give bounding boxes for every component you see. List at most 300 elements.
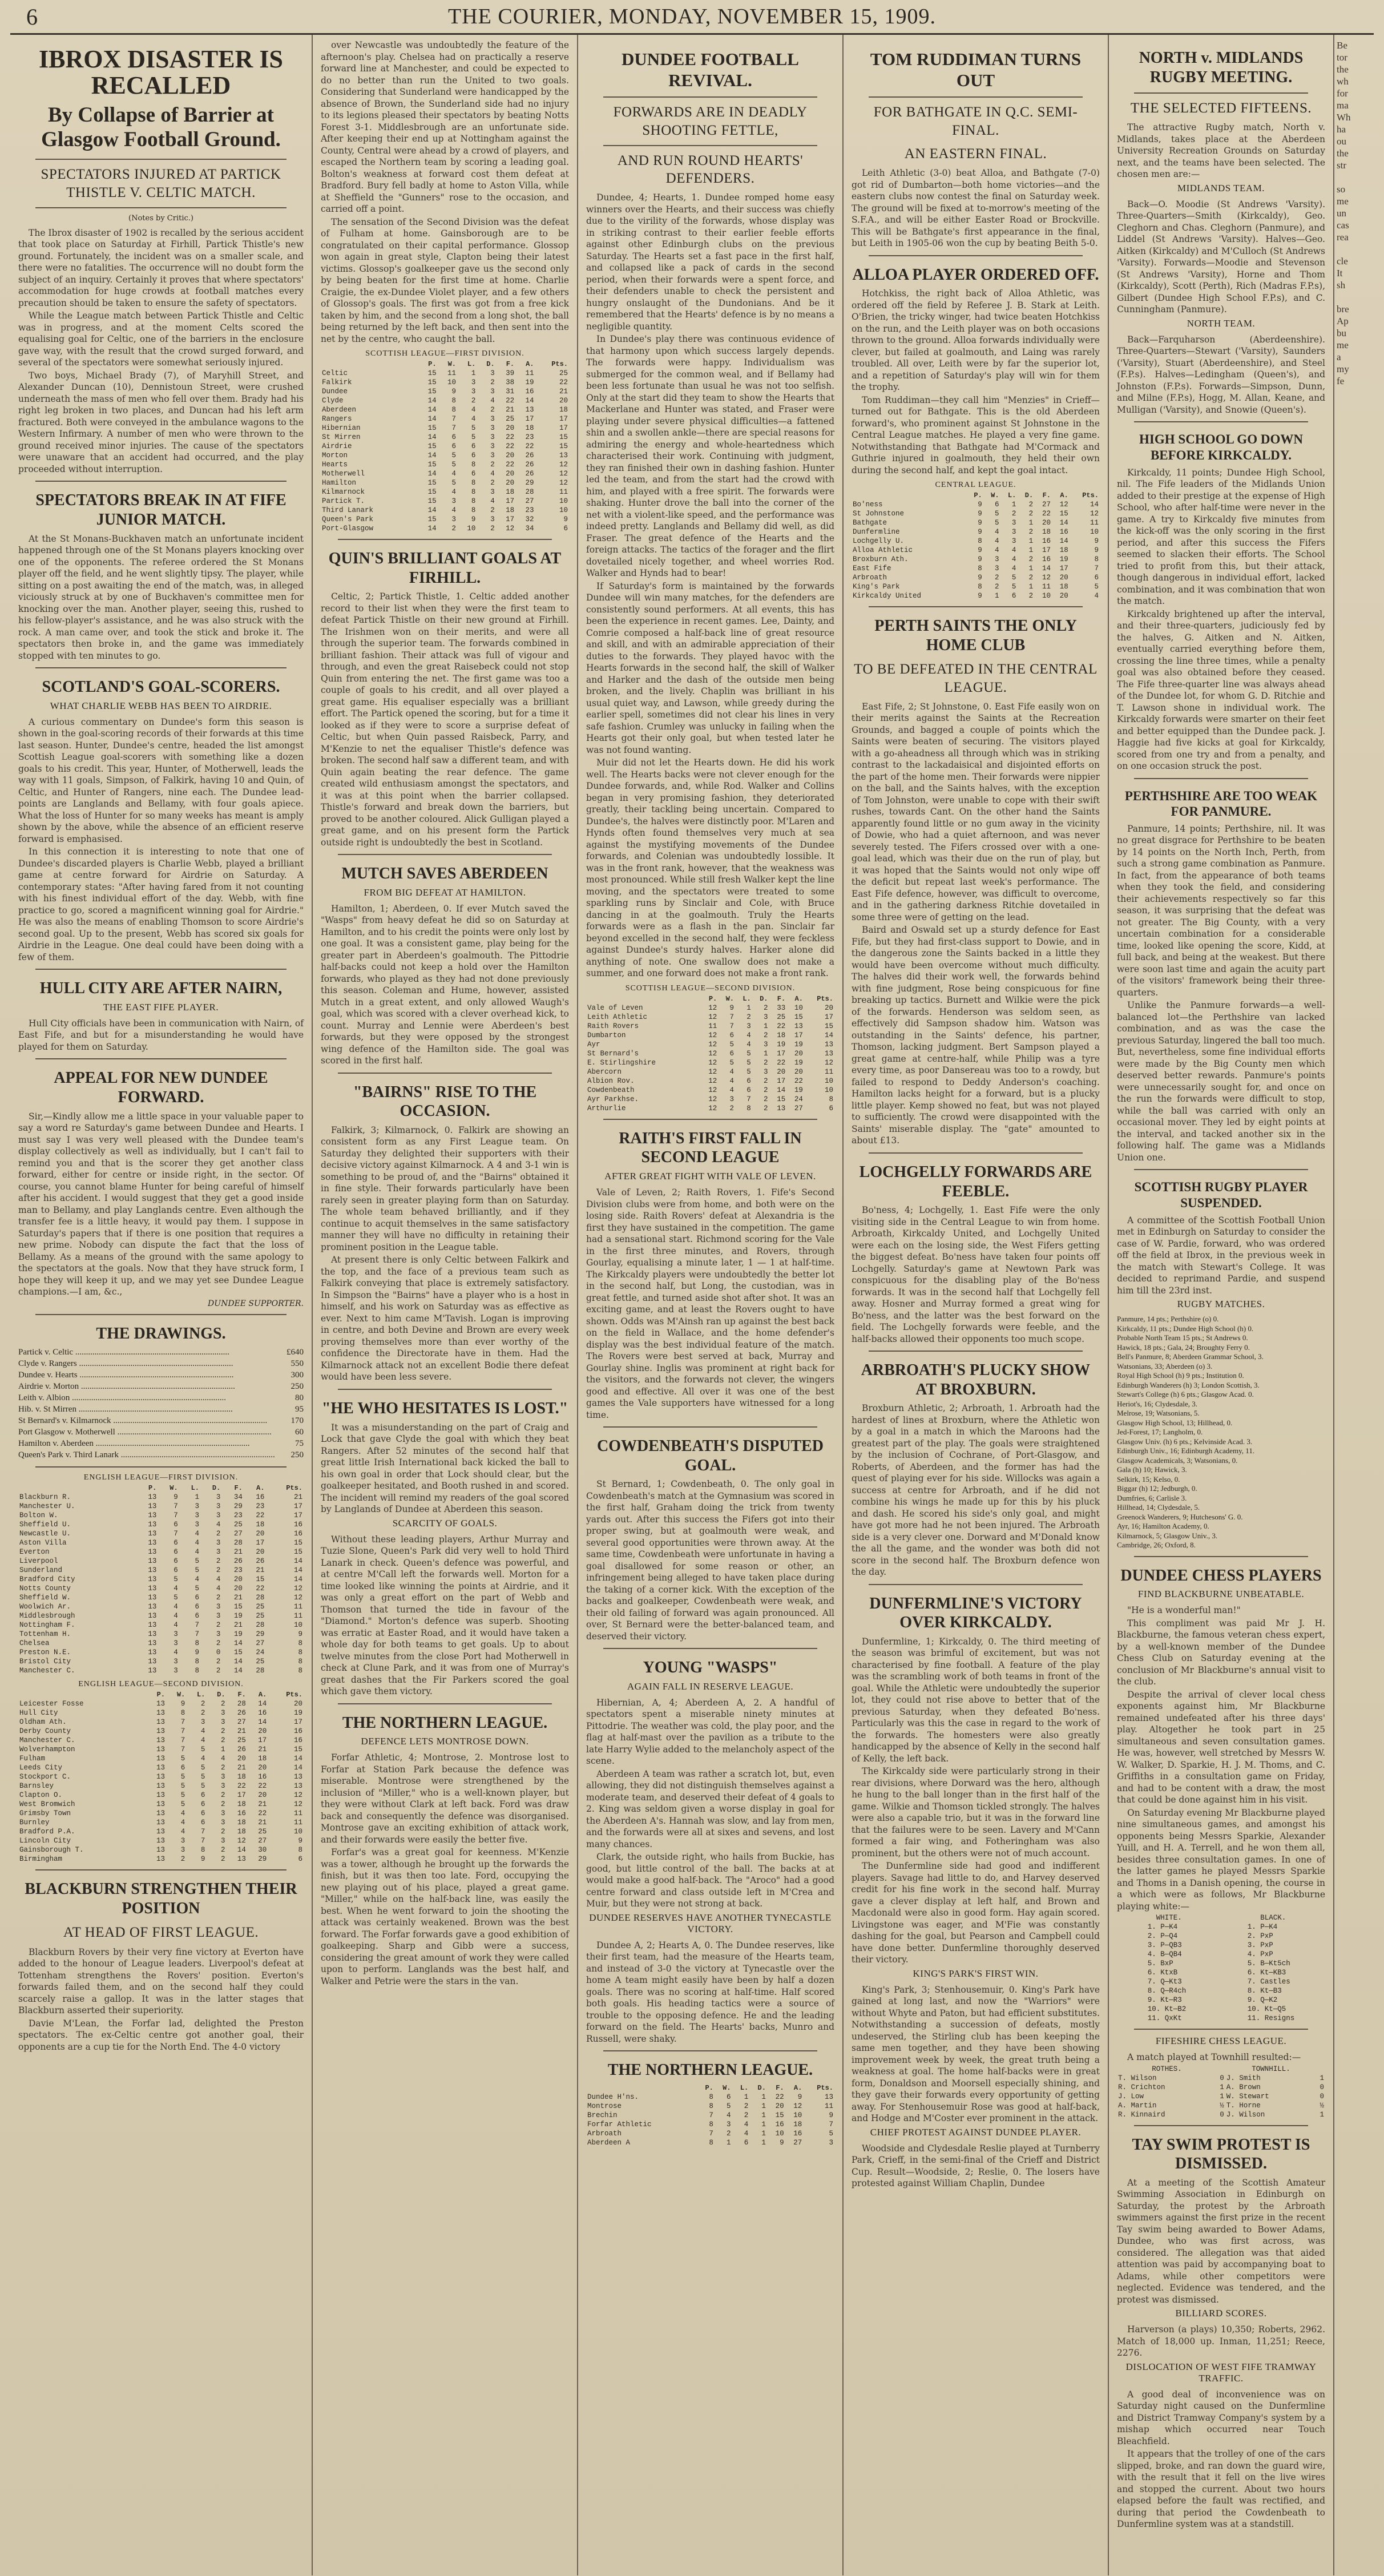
table-cell-number: 20: [794, 1067, 803, 1076]
table-cell-team: Aberdeen A: [587, 2138, 631, 2147]
table-cell-number: 4: [173, 1585, 178, 1593]
table-cell-number: 10: [775, 2129, 784, 2138]
table-cell-number: 23: [233, 1566, 243, 1575]
table-cell-number: 4: [173, 1621, 178, 1630]
list-item: Dumfries, 6; Carlisle 3.: [1117, 1493, 1187, 1502]
table-cell-team: Lincoln City: [19, 1837, 71, 1845]
article-paragraph: Unlike the Panmure forwards—a well-balanced lot—the Perthshire van lacked combination, and as was the case the previous Saturday, lingered the ball too much. But, nevertheless, some fine individual efforts were made by the Big County men which deserved better rewards. Panmure's points were unnecessarily sought for, and once on the run the forwards were difficult to stop, while the ball was carried with only an occasional mover. They led by eight points at the interval, and tacked another six in the following half. The game was a Midlands Union one.: [1117, 1000, 1325, 1163]
table-cell-number: 8: [200, 1846, 205, 1855]
fife-team-townhill: TOWNHILL.: [1252, 2065, 1290, 2073]
article-paragraph: The Dunfermline side had good and indifferent players. Savage had little to do, and Harvey deserved credit for his fine work in the second half. Murray gave a clever display at left half, and Brown and Macdonald were also in good form. Hay again scored. Livingstone was eager, and M'Fie was constantly dashing for the goal, but Pearson and Campbell could have done better. Dunfermline thoroughly deserved their victory.: [852, 1861, 1100, 1965]
table-cell-number: 3: [490, 488, 495, 496]
table-header-cell: Pts.: [286, 1691, 302, 1699]
table-header-cell: P.: [974, 491, 982, 500]
table-cell-number: 5: [747, 1058, 751, 1067]
table-row: [18, 1584, 304, 1593]
table-cell-number: 14: [233, 1658, 243, 1666]
table-cell-number: 15: [775, 2111, 784, 2119]
table-cell-number: 27: [793, 2138, 802, 2147]
table-cell-number: 4: [995, 546, 999, 555]
subheadline-tramway: DISLOCATION OF WEST FIFE TRAMWAY TRAFFIC.: [1125, 2361, 1317, 2384]
table-cell-number: 9: [978, 546, 982, 555]
league-table-english-second: [18, 1690, 304, 1864]
table-cell-number: 3: [1011, 528, 1016, 537]
table-cell-team: Brechin: [587, 2111, 618, 2119]
table-cell-number: 6: [471, 470, 476, 478]
table-cell-number: 13: [148, 1530, 157, 1538]
table-cell-team: Clapton O.: [19, 1791, 63, 1800]
subheadline-bathgate: FOR BATHGATE IN Q.C. SEMI-FINAL.: [873, 104, 1078, 138]
table-header-cell: Pts.: [817, 994, 833, 1003]
table-row: [586, 1031, 834, 1040]
article-paragraph: It appears that the trolley of one of the cars slipped, broke, and ran down the guard wire, with the result that it fell on the live wires and stopped the current. About two hours elapsed before the fault was rectified, and during that period the Cowdenbeath to Dunfermline system was at a standstill.: [1117, 2449, 1325, 2530]
table-cell-number: 28: [256, 1594, 265, 1602]
table-row: [18, 1754, 304, 1763]
table-cell-number: 4: [200, 1755, 205, 1763]
table-cell-number: 3: [471, 388, 476, 396]
table-cell-number: 2: [490, 378, 495, 386]
table-cell-number: 5: [471, 424, 476, 432]
article-paragraph: Aberdeen A team was rather a scratch lot, but, even allowing, they did not distinguish themselves against a moderate team, and deserved their defeat of 4 goals to 2. King was seldom given a worse display in goal for the Aberdeen A's. Hannah was slow, and lay from men, and the forwards were all at sixes and sevens, and lost many chances.: [586, 1768, 834, 1849]
team-heading-north: NORTH TEAM.: [1187, 317, 1256, 329]
chess-move: 11. Resigns: [1247, 2014, 1295, 2023]
table-cell-number: 7: [180, 1727, 185, 1736]
column-5: [1109, 35, 1334, 2575]
table-cell-number: 2: [763, 1104, 768, 1112]
headline-arbroath: ARBROATH'S PLUCKY SHOW AT BROXBURN.: [861, 1361, 1091, 1398]
chess-move: 3. PxP: [1247, 1941, 1273, 1950]
table-cell-number: 12: [708, 1031, 717, 1039]
table-cell-number: 7: [180, 1736, 185, 1745]
drawing-match: Dundee v. Hearts .....: [18, 1369, 291, 1381]
table-cell-number: 1: [761, 2138, 766, 2147]
headline-ibrox: IBROX DISASTER IS RECALLED: [39, 45, 283, 100]
table-cell-number: 2: [747, 1013, 751, 1021]
table-cell-number: 6: [451, 442, 456, 450]
table-cell-number: 12: [293, 1791, 302, 1800]
table-row: [18, 1557, 304, 1566]
league-table-scottish-first: [321, 360, 569, 533]
table-cell-number: 10: [559, 506, 568, 514]
table-cell-team: Vale of Leven: [587, 1003, 643, 1012]
list-item: Probable North Team 15 pts.; St Andrews 0.: [1117, 1333, 1248, 1342]
table-row: [321, 506, 569, 515]
table-cell-team: Hearts: [322, 461, 348, 469]
table-cell-number: 0: [216, 1648, 221, 1657]
table-header-cell: F.: [234, 1484, 243, 1493]
table-cell-number: 2: [200, 1700, 205, 1708]
table-cell-number: 22: [506, 461, 515, 469]
table-cell-number: 12: [708, 1104, 717, 1112]
table-cell-number: 18: [506, 488, 515, 496]
table-cell-number: 3: [490, 388, 495, 396]
subheadline-eastern-final: AN EASTERN FINAL.: [904, 146, 1047, 162]
headline-ruddiman: TOM RUDDIMAN TURNS OUT: [870, 49, 1082, 91]
table-cell-team: Cowdenbeath: [587, 1086, 635, 1094]
table-cell-number: 32: [525, 515, 534, 523]
divider: [1134, 1556, 1308, 1557]
table-cell-number: 4: [744, 2120, 749, 2128]
table-cell-team: Ayr: [587, 1040, 600, 1049]
divider: [869, 1584, 1083, 1585]
article-paragraph: A match played at Townhill resulted:—: [1127, 2052, 1301, 2063]
table-row: [18, 1781, 304, 1791]
table-cell-team: Motherwell: [322, 470, 365, 478]
table-cell-number: 23: [233, 1511, 243, 1520]
table-row: [852, 573, 1100, 582]
table-cell-number: 4: [173, 1648, 178, 1657]
table-cell-number: 3: [221, 1718, 225, 1727]
table-cell-number: 13: [156, 1819, 166, 1827]
table-header-cell: P.: [156, 1691, 166, 1699]
divider: [338, 1703, 552, 1704]
article-paragraph: The Ibrox disaster of 1902 is recalled by the serious accident that took place on Saturday at Firhill, Partick Thistle's new ground. Fortunately, the incident was on a smaller scale, and there were no fatalities. The occurrence will no doubt form the subject of an inquiry. Certainly it proves that where spectators' accommodation for huge crowds at football matches every precaution should be taken to ensure the safety of spectators.: [18, 227, 304, 308]
table-header-cell: D.: [212, 1484, 221, 1493]
article-paragraph: Hibernian, A, 4; Aberdeen A, 2. A handful of spectators spent a miserable ninety minutes at Pittodrie. The weather was cold, the play poor, and the flag at half-mast over the pavilion as a tribute to the late Harry Wylie added to the melancholy aspect of the scene.: [586, 1697, 834, 1767]
table-title: ENGLISH LEAGUE—FIRST DIVISION.: [83, 1473, 239, 1482]
table-cell-number: 3: [490, 442, 495, 450]
list-item: Greenock Wanderers, 9; Hutchesons' G. 0.: [1117, 1512, 1243, 1521]
article-paragraph: Broxburn Athletic, 2; Arbroath, 1. Arbroath had the hardest of lines at Broxburn, where the Athletic won by a goal in a match in which the Maroons had the greatest part of the play. The goals were straightened by the inclusion of Cochrane, of Port-Glasgow, and Roberts, of Aberdeen, and the former has had the quest of playing ever for his side. Willocks was again a success at centre for Arbroath, and if he did not combine his wings he made up for this by his pluck and dash. He scored his side's only goal, and might have got more had he not been injured. The Arbroath side is a very clever one. Dorward and M'Donald know the all the game, and the wonder was both did not score in the second half. The Broxburn defence won the day.: [852, 1403, 1100, 1578]
table-cell-number: 4: [200, 1727, 205, 1736]
table-row: [321, 369, 569, 378]
table-cell-number: 17: [293, 1502, 302, 1511]
table-cell-number: 4: [490, 397, 495, 405]
subheadline-blackburn: AT HEAD OF FIRST LEAGUE.: [63, 1925, 259, 1941]
drawing-amount: 60: [295, 1428, 304, 1437]
margin-fragment: the: [1337, 64, 1349, 75]
table-cell-number: 1: [221, 1745, 225, 1754]
table-cell-number: 10: [293, 1828, 302, 1836]
table-cell-number: 5: [180, 1782, 185, 1791]
table-cell-team: Montrose: [587, 2102, 622, 2110]
table-cell-number: 1: [761, 2129, 766, 2138]
table-row: [18, 1772, 304, 1781]
table-cell-team: Newcastle U.: [19, 1530, 71, 1538]
chess-moves-header: [1117, 1913, 1325, 1922]
table-cell-number: 12: [559, 461, 568, 469]
table-row: [586, 1049, 834, 1058]
table-cell-number: 1: [763, 1049, 768, 1058]
table-header-cell: W.: [725, 994, 734, 1003]
table-cell-number: 17: [506, 515, 515, 523]
table-row: [586, 1022, 834, 1031]
chess-move: 10. Kt—Q5: [1247, 2005, 1286, 2014]
table-cell-team: King's Park: [853, 583, 900, 591]
table-cell-number: 16: [1042, 537, 1051, 546]
table-cell-number: 26: [525, 470, 534, 478]
article-paragraph: A curious commentary on Dundee's form this season is shown in the goal-scoring records of their forwards at this time last season. Hunter, Dundee's centre, headed the list amongst Scottish League goal-scorers with something like a dozen goals to his credit. This year, Hunter, of Motherwell, leads the way with 11 goals, Simpson, of Falkirk, having 10 and Quin, of Celtic, and Hunter of Rangers, nine each. The Dundee lead-points are Langlands and Bellamy, with four goals apiece. What the loss of Hunter for so many weeks has meant is amply shown by the above, while the absence of an efficient reserve forward is emphasised.: [18, 716, 304, 844]
table-cell-number: 29: [233, 1502, 243, 1511]
table-cell-number: 1: [744, 2093, 749, 2101]
table-cell-number: 5: [180, 1800, 185, 1809]
table-cell-number: 4: [471, 406, 476, 414]
table-cell-number: 6: [729, 1031, 734, 1039]
table-cell-number: 14: [427, 406, 437, 414]
table-cell-number: 22: [777, 1022, 786, 1030]
table-cell-team: Kilmarnock: [322, 488, 365, 496]
table-cell-number: 4: [195, 1548, 200, 1557]
table-cell-number: 3: [490, 433, 495, 441]
table-cell-number: 4: [451, 506, 456, 514]
table-cell-team: Derby County: [19, 1727, 71, 1736]
table-cell-number: 22: [777, 1058, 786, 1067]
table-cell-number: 6: [173, 1548, 178, 1557]
table-cell-team: Arbroath: [853, 574, 887, 582]
table-cell-number: 18: [1042, 528, 1051, 537]
table-row: [321, 460, 569, 469]
table-cell-number: 9: [451, 388, 456, 396]
table-cell-team: Hull City: [19, 1709, 58, 1718]
table-cell-number: 24: [256, 1648, 265, 1657]
table-cell-number: 4: [490, 497, 495, 505]
article-paragraph: In this connection it is interesting to note that one of Dundee's discarded players is Charlie Webb, played a brilliant game at centre forward for Airdrie on Saturday. A contemporary states: "After having fared from it not counting with his finest individual effort of the day. Webb, with fine practice to go, scored a magnificent winning goal for Airdrie." He was also the means of enabling Thomson to score Airdrie's second goal. Up to the present, Webb has scored six goals for Airdrie in the League. One deal could have been doing with a few of them.: [18, 846, 304, 962]
table-cell-team: Airdrie: [322, 442, 352, 450]
table-cell-number: 9: [298, 1630, 302, 1639]
table-cell-number: 9: [780, 2138, 784, 2147]
table-cell-number: 2: [221, 1855, 225, 1864]
table-cell-number: 16: [293, 1727, 302, 1736]
table-cell-number: 14: [427, 397, 437, 405]
table-header-cell: F.: [237, 1691, 246, 1699]
article-paragraph: King's Park, 3; Stenhousemuir, 0. King's Park have gained at long last, and now the "Warriors" were without Whyte and Paton, but had efficient substitutes. Notwithstanding a succession of defeats, mostly undeserved, the Stirling club has been keeping the same men together, and they have been showing improvement week by week, the great truth being a weakness at goal. The home half-backs were in great form, Donaldson and Moorsell especially shining, and they gave their forwards every opportunity of getting away. For Stenhousemuir Rose was good at half-back, and Hodge and M'Coster ever prominent in the attack.: [852, 1984, 1100, 2124]
table-cell-number: 9: [173, 1493, 178, 1502]
table-cell-number: 25: [233, 1521, 243, 1529]
table-cell-number: 3: [195, 1511, 200, 1520]
headline-young-wasps: YOUNG "WASPS": [643, 1659, 778, 1677]
table-cell-number: 2: [216, 1658, 221, 1666]
table-row: [321, 442, 569, 451]
table-cell-number: 3: [173, 1667, 178, 1675]
table-cell-team: Albion Rov.: [587, 1077, 635, 1085]
table-cell-number: 9: [978, 510, 982, 518]
table-cell-number: 22: [258, 1782, 267, 1791]
table-cell-number: 19: [525, 378, 534, 386]
letter-signature: DUNDEE SUPPORTER.: [208, 1299, 304, 1308]
margin-fragment: tor: [1337, 52, 1347, 63]
table-row: [321, 414, 569, 424]
table-cell-number: 2: [1028, 555, 1034, 564]
table-cell-number: 9: [195, 1648, 200, 1657]
table-row: [852, 591, 1100, 600]
table-cell-number: 7: [451, 415, 456, 423]
table-row: [18, 1657, 304, 1666]
table-cell-number: 13: [156, 1828, 166, 1836]
table-cell-number: 4: [729, 1067, 734, 1076]
headline-bairns: "BAIRNS" RISE TO THE OCCASION.: [353, 1083, 537, 1120]
table-row: [18, 1602, 304, 1611]
drawing-amount: 95: [295, 1405, 304, 1414]
table-cell: J. Wilson: [1226, 2110, 1265, 2119]
table-cell-number: 27: [1042, 501, 1051, 509]
headline-cowdenbeath: COWDENBEATH'S DISPUTED GOAL.: [596, 1437, 824, 1474]
table-row: [321, 478, 569, 487]
table-cell-number: 6: [451, 433, 456, 441]
list-item: [18, 1358, 304, 1369]
table-cell-number: 21: [258, 1800, 267, 1809]
headline-rugby-suspended: SCOTTISH RUGBY PLAYER SUSPENDED.: [1134, 1180, 1308, 1210]
table-header-cell: P.: [428, 360, 437, 368]
table-cell-number: 4: [490, 470, 495, 478]
subheadline-hearts-defenders: AND RUN ROUND HEARTS' DEFENDERS.: [617, 152, 804, 187]
table-cell-number: 8: [298, 1648, 302, 1657]
table-cell-number: 8: [471, 488, 476, 496]
table-row: [321, 487, 569, 497]
table-cell-number: 4: [216, 1585, 221, 1593]
table-row: [18, 1511, 304, 1520]
table-row: [18, 1593, 304, 1602]
table-header-cell: A.: [794, 994, 803, 1003]
article-paragraph: Dundee, 4; Hearts, 1. Dundee romped home easy winners over the Hearts, and their success was chiefly due to the virility of the forwards, whose display was in striking contrast to their earlier feeble efforts against other Edinburgh clubs on the previous Saturday. The Hearts set a fast pace in the first half, and collapsed like a pack of cards in the second period, when their forwards were a spent force, and their defenders unable to check the persistent and hungry onslaught of the Dundonians. And be it remembered that the Hearts' defence is by no means a negligible quantity.: [586, 192, 834, 332]
table-header-cell: [18, 1690, 146, 1699]
list-item: Glasgow Univ. (h) 6 pts.; Kelvinside Acad. 3.: [1117, 1437, 1253, 1446]
table-cell-number: 2: [216, 1594, 221, 1602]
table-cell-number: 17: [293, 1511, 302, 1520]
table-cell-number: 5: [200, 1773, 205, 1781]
table-cell-number: 4: [1011, 555, 1016, 564]
subheadline-billiards: BILLIARD SCORES.: [1175, 2308, 1267, 2319]
table-cell-number: 8: [195, 1639, 200, 1648]
margin-fragment: wh: [1337, 76, 1349, 87]
table-cell-number: 16: [1059, 528, 1068, 537]
table-cell-number: 10: [1090, 528, 1099, 537]
table-cell-number: 1: [1028, 519, 1034, 527]
table-cell-number: 33: [777, 1003, 786, 1012]
article-paragraph: Dundee A, 2; Hearts A, 0. The Dundee reserves, like their first team, had the measure of the Hearts team, and instead of 3-0 the victory at Tynecastle over the home A team might easily have been by half a dozen goals. There was no scoring at half-time. Half scored both goals. His heading tactics were a source of trouble to the opposing defence. He and the leading forward on the field. The Hearts' backs, Munro and Russell, were shaky.: [586, 1940, 834, 2044]
table-cell-team: Sunderland: [19, 1566, 63, 1575]
table-cell-number: 14: [258, 1718, 267, 1727]
table-row: [18, 1648, 304, 1657]
table-cell-number: 7: [173, 1511, 178, 1520]
table-cell-number: 3: [216, 1612, 221, 1620]
margin-text-fragments: [1337, 39, 1371, 387]
chess-moves: [1117, 1922, 1325, 2023]
table-cell-team: Manchester U.: [19, 1502, 75, 1511]
table-row: [18, 1520, 304, 1529]
table-cell-number: 4: [216, 1575, 221, 1584]
table-cell-number: 18: [237, 1819, 246, 1827]
table-cell-number: 15: [427, 515, 437, 523]
chess-move: 6. KtxB: [1147, 1969, 1178, 1977]
table-cell-team: Broxburn Ath.: [853, 555, 909, 564]
divider: [338, 1073, 552, 1074]
headline-north-midlands: NORTH v. MIDLANDS RUGBY MEETING.: [1139, 49, 1304, 86]
headline-perthshire: PERTHSHIRE ARE TOO WEAK FOR PANMURE.: [1124, 788, 1318, 819]
margin-fragment: cle: [1337, 256, 1348, 267]
margin-fragment: fe: [1337, 376, 1345, 386]
table-cell-number: 4: [727, 2111, 731, 2119]
table-cell-number: 23: [256, 1502, 265, 1511]
table-cell-team: Notts County: [19, 1585, 71, 1593]
fife-chess-results: [1117, 2074, 1325, 2119]
table-cell-number: 12: [1059, 501, 1068, 509]
table-header-cell: D.: [1024, 491, 1034, 500]
table-cell-number: 20: [258, 1791, 267, 1800]
table-cell-number: 11: [293, 1603, 302, 1611]
table-header-cell: F.: [506, 360, 515, 368]
table-cell-team: Lochgelly U.: [853, 537, 905, 546]
table-cell-number: 20: [506, 451, 515, 459]
table-cell-number: 9: [1094, 537, 1099, 546]
table-cell-number: 14: [233, 1667, 243, 1675]
table-cell-number: 13: [148, 1548, 157, 1557]
article-paragraph: "He is a wonderful man!": [1127, 1605, 1241, 1616]
table-cell-number: 6: [471, 451, 476, 459]
subheadline-fifeshire-chess: FIFESHIRE CHESS LEAGUE.: [1155, 2035, 1287, 2047]
table-cell-number: 2: [763, 1031, 768, 1039]
table-cell-number: 10: [824, 1077, 833, 1085]
drawing-amount: 170: [290, 1416, 304, 1426]
margin-fragment: [1337, 243, 1371, 255]
table-cell-number: 13: [559, 451, 568, 459]
article-paragraph: Forfar's was a great goal for keenness. M'Kenzie was a tower, although he brought up the forwards the finish, but it was then too late. Ford, occupying the new playing out of his place, played a great game. "Miller," while on the half-back line, was easily the best. When he went forward to join the shooting the attack was certainly weakened. Brown was the best forward. The Forfar forwards gave a good exhibition of goalkeeping. Sharp and Gibb were a success, considering the great amount of work they were called upon to perform. Langlands was the best half, and Walker and Petrie were the stars in the van.: [321, 1847, 569, 1986]
table-cell-number: 13: [148, 1566, 157, 1575]
table-cell-number: 6: [173, 1557, 178, 1566]
list-item: [18, 1381, 304, 1392]
table-cell-number: 3: [216, 1511, 221, 1520]
table-cell-number: 2: [744, 2111, 749, 2119]
table-cell: 0: [1320, 2083, 1324, 2091]
table-cell-number: 3: [451, 497, 456, 505]
table-cell-number: 13: [156, 1709, 166, 1718]
table-cell-number: 13: [156, 1782, 166, 1791]
table-cell: T. Wilson: [1118, 2074, 1157, 2082]
table-cell-number: 2: [216, 1667, 221, 1675]
table-cell-number: 21: [237, 1727, 246, 1736]
headline-quin: QUIN'S BRILLIANT GOALS AT FIRHILL.: [328, 550, 562, 587]
table-cell-number: 7: [200, 1837, 205, 1845]
table-cell-number: 17: [525, 415, 534, 423]
table-cell-number: 12: [293, 1585, 302, 1593]
table-cell-number: 2: [221, 1764, 225, 1772]
table-cell-team: Dundee H'ns.: [587, 2093, 639, 2101]
table-cell-number: 3: [216, 1548, 221, 1557]
table-header-cell: P.: [148, 1484, 157, 1493]
table-cell-number: 1: [1028, 583, 1034, 591]
table-cell-number: 15: [559, 442, 568, 450]
subheadline-chief-protest: CHIEF PROTEST AGAINST DUNDEE PLAYER.: [870, 2126, 1082, 2138]
table-cell-number: 26: [233, 1557, 243, 1566]
table-cell-number: 22: [559, 378, 568, 386]
table-cell-number: 6: [995, 501, 999, 509]
table-cell: 1: [1220, 2083, 1224, 2091]
table-header-cell: A.: [793, 2083, 802, 2092]
table-cell-number: 11: [293, 1809, 302, 1818]
table-cell-number: 13: [148, 1658, 157, 1666]
table-cell-number: 15: [777, 1095, 786, 1103]
table-cell-number: 19: [777, 1040, 786, 1049]
table-cell-number: 7: [173, 1502, 178, 1511]
table-row: [321, 424, 569, 433]
list-item: [18, 1369, 304, 1381]
margin-fragment: [1337, 291, 1371, 303]
table-cell-number: 1: [761, 2093, 766, 2101]
table-cell-team: Liverpool: [19, 1557, 58, 1566]
article-paragraph: Forfar Athletic, 4; Montrose, 2. Montrose lost to Forfar at Station Park because the defence was miserable. Montrose were strengthened by the inclusion of "Miller," who is a well-known player, but they were without Clark at left back. Ford was draw back and consequently the defence was disorganised. Montrose gave an exciting exhibition of attack work, and their forwards were easily the better five.: [321, 1752, 569, 1845]
table-cell-number: 7: [451, 424, 456, 432]
table-cell-number: 13: [148, 1667, 157, 1675]
table-cell-number: 4: [1094, 592, 1099, 600]
column-2: [313, 35, 578, 2575]
table-cell-number: 2: [221, 1700, 225, 1708]
table-cell-number: 2: [216, 1566, 221, 1575]
table-cell-number: 11: [824, 2102, 833, 2110]
table-cell-number: 22: [506, 397, 515, 405]
table-cell-team: Wolverhampton: [19, 1745, 75, 1754]
table-cell-team: E. Stirlingshire: [587, 1058, 656, 1067]
table-cell-number: 14: [427, 433, 437, 441]
headline-tay-swim: TAY SWIM PROTEST IS DISMISSED.: [1132, 2135, 1310, 2173]
